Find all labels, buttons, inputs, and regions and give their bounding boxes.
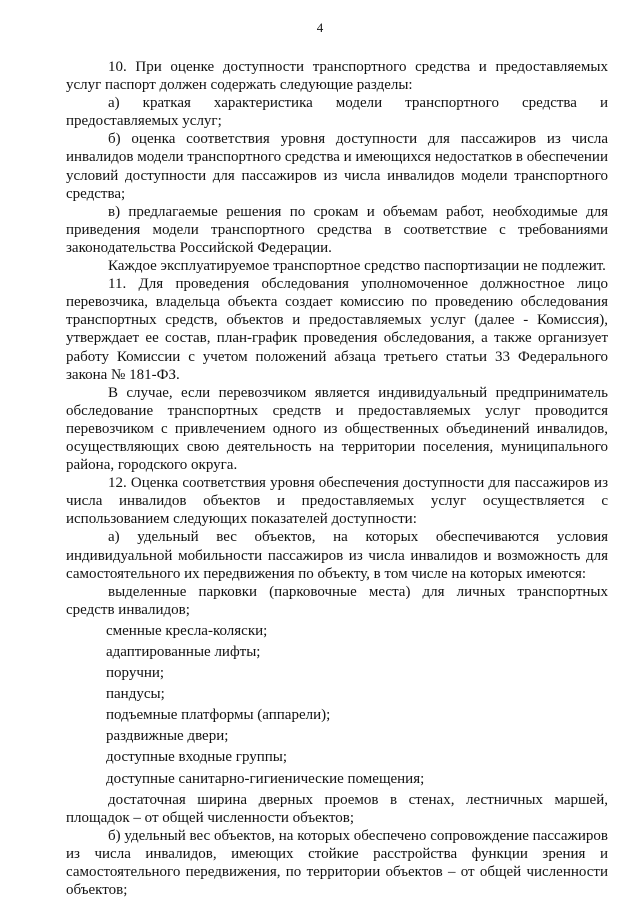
paragraph-10b: б) оценка соответствия уровня доступности для пассажиров из числа инвалидов модели транспортного средства и имеющихся недостатков в обеспечении условий доступности для пассажиров из числа инвалидов модели транспортного средства; xyxy=(66,131,608,202)
paragraph-12b: б) удельный вес объектов, на которых обеспечено сопровождение пассажиров из числа инвалидов, имеющих стойкие расстройства функции зрения и самостоятельного передвижения, по территории объектов – от общей численности объектов; xyxy=(66,827,608,899)
list-item: сменные кресла-коляски; xyxy=(106,622,268,639)
list-item: поручни; xyxy=(106,665,165,682)
page-number: 4 xyxy=(316,20,324,35)
list-item: пандусы; xyxy=(106,686,165,703)
paragraph-10: 10. При оценке доступности транспортного средства и предоставляемых услуг паспорт должен содержать следующие разделы: xyxy=(66,59,608,94)
list-item: адаптированные лифты; xyxy=(106,644,261,660)
paragraph-10c: в) предлагаемые решения по срокам и объемам работ, необходимые для приведения модели транспортного средства в соответствие с требованиями законодательства Российской Федерации. xyxy=(66,203,608,256)
paragraph-door-width: достаточная ширина дверных проемов в стенах, лестничных маршей, площадок – от общей численности объектов; xyxy=(66,791,608,826)
paragraph-10a: а) краткая характеристика модели транспортного средства и предоставляемых услуг; xyxy=(66,95,608,130)
paragraph-11-case: В случае, если перевозчиком является индивидуальный предприниматель обследование транспортных средств и предоставляемых услуг проводится перевозчиком с привлечением одного из общественных объединений инвалидов, осуществляющих свою деятельность на территории поселения, муниципального района, городского округа. xyxy=(66,384,608,474)
paragraph-passport-note: Каждое эксплуатируемое транспортное средство паспортизации не подлежит. xyxy=(108,258,606,275)
paragraph-11: 11. Для проведения обследования уполномоченное должностное лицо перевозчика, владельца объекта создает комиссию по проведению обследования транспортных средств, объектов и предоставляемых услуг (далее - Комиссия), утверждает ее состав, план-график проведения обследования, а также организует работу Комиссии с учетом положений абзаца третьего статьи 33 Федерального закона № 181-ФЗ. xyxy=(66,276,608,383)
paragraph-12: 12. Оценка соответствия уровня обеспечения доступности для пассажиров из числа инвалидов объектов и предоставляемых услуг осуществляется с использованием следующих показателей доступности: xyxy=(66,475,608,528)
list-item: подъемные платформы (аппарели); xyxy=(106,707,331,724)
paragraph-12a: а) удельный вес объектов, на которых обеспечиваются условия индивидуальной мобильности пассажиров из числа инвалидов и возможность для самостоятельного их передвижения по объекту, в том числе на которых имеются: xyxy=(66,529,608,582)
list-item: раздвижные двери; xyxy=(106,728,229,745)
list-item: доступные санитарно-гигиенические помещения; xyxy=(106,770,425,787)
list-item: доступные входные группы; xyxy=(106,749,288,766)
document-body xyxy=(66,58,608,899)
paragraph-parking: выделенные парковки (парковочные места) для личных транспортных средств инвалидов; xyxy=(66,583,608,618)
